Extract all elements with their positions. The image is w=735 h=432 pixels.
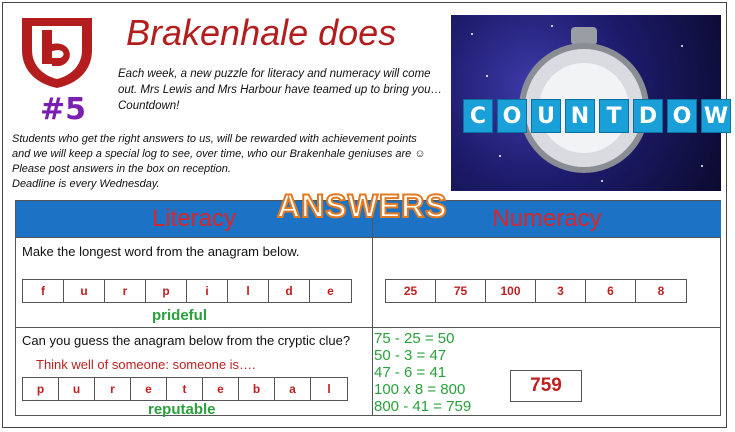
calc-line: 100 x 8 = 800 <box>374 381 466 398</box>
letter-cell: r <box>105 280 146 302</box>
letter-cell: u <box>64 280 105 302</box>
number-cell: 3 <box>536 280 586 302</box>
letter-cell: u <box>59 378 95 400</box>
countdown-letter: O <box>497 99 527 133</box>
letter-cell: a <box>275 378 311 400</box>
number-cell: 75 <box>436 280 486 302</box>
literacy-answer-1: prideful <box>152 307 207 324</box>
literacy-question-1: Make the longest word from the anagram below. <box>22 244 300 259</box>
school-crest-logo <box>18 14 96 90</box>
instructions-line: Deadline is every Wednesday. <box>12 178 160 190</box>
letter-cell: i <box>187 280 228 302</box>
instructions-line: Students who get the right answers to us, will be rewarded with achievement points <box>12 133 417 145</box>
row-divider <box>16 327 720 328</box>
countdown-letter: C <box>463 99 493 133</box>
letter-cell: p <box>23 378 59 400</box>
letter-cell: e <box>327 284 334 298</box>
number-cell: 100 <box>486 280 536 302</box>
calc-line: 50 - 3 = 47 <box>374 347 447 364</box>
letter-cell: l <box>327 382 331 396</box>
cryptic-clue: Think well of someone: someone is…. <box>36 357 256 372</box>
letter-cell: t <box>167 378 203 400</box>
issue-number: #5 <box>40 92 87 127</box>
numeracy-working <box>374 330 471 415</box>
letter-cell: b <box>239 378 275 400</box>
countdown-letter: O <box>667 99 697 133</box>
countdown-letter: W <box>701 99 731 133</box>
number-cell: 25 <box>386 280 436 302</box>
number-cell: 6 <box>586 280 636 302</box>
literacy-question-2: Can you guess the anagram below from the cryptic clue? <box>22 333 351 348</box>
numeracy-header: Numeracy <box>373 201 721 237</box>
row-divider <box>16 237 720 238</box>
literacy-header: Literacy <box>16 201 372 237</box>
column-divider <box>372 201 373 415</box>
number-cell: 8 <box>657 284 665 298</box>
countdown-image <box>451 15 729 191</box>
letter-cell: l <box>228 280 269 302</box>
calc-line: 47 - 6 = 41 <box>374 364 447 381</box>
countdown-letter: D <box>633 99 663 133</box>
letter-cell: e <box>131 378 167 400</box>
countdown-letter: T <box>599 99 629 133</box>
calc-line: 75 - 25 = 50 <box>374 330 455 347</box>
calc-line: 800 - 41 = 759 <box>374 398 472 415</box>
countdown-letter: U <box>531 99 561 133</box>
anagram-letter-boxes-2 <box>22 377 348 401</box>
numeracy-result: 759 <box>510 370 582 402</box>
letter-cell: r <box>95 378 131 400</box>
intro-text: Each week, a new puzzle for literacy and numeracy will come out. Mrs Lewis and Mrs Harbour have teamed up to bring you…Countdown! <box>118 68 443 112</box>
instructions <box>12 132 452 192</box>
letter-cell: e <box>203 378 239 400</box>
answers-banner: ANSWERS <box>277 188 448 224</box>
instructions-line: and we will keep a special log to see, over time, who our Brakenhale geniuses are ☺ <box>12 148 426 160</box>
instructions-line: Please post answers in the box on reception. <box>12 163 231 175</box>
countdown-letters <box>463 99 735 133</box>
anagram-letter-boxes-1 <box>22 279 352 303</box>
letter-cell: f <box>23 280 64 302</box>
letter-cell: d <box>269 280 310 302</box>
countdown-letter: N <box>565 99 595 133</box>
letter-cell: p <box>146 280 187 302</box>
numeracy-number-boxes <box>385 279 687 303</box>
page-title: Brakenhale does <box>126 12 397 53</box>
literacy-answer-2: reputable <box>148 401 216 418</box>
